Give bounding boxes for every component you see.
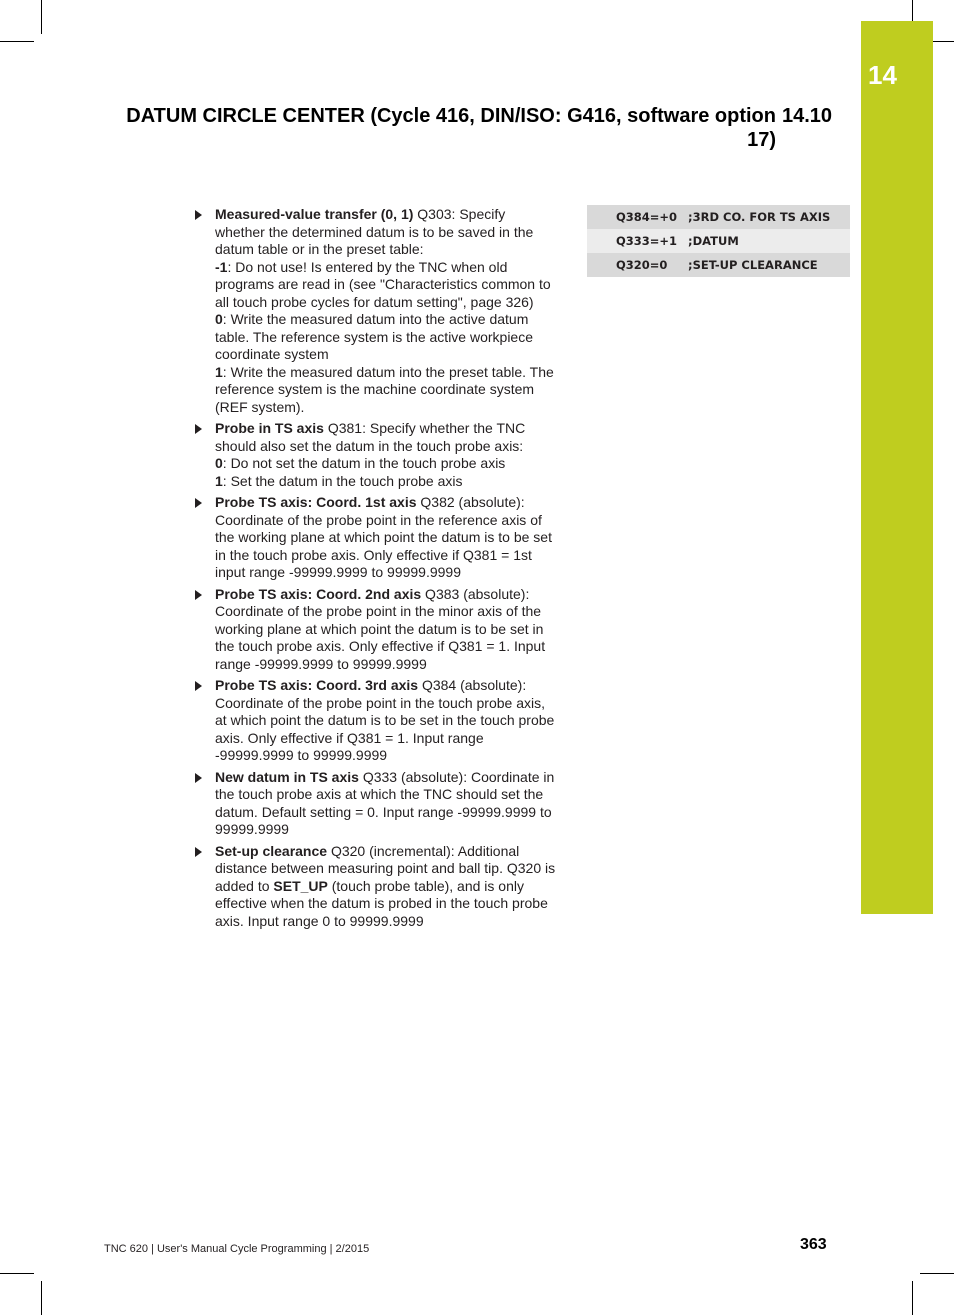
bullet-triangle-icon [195, 847, 202, 857]
bullet-triangle-icon [195, 210, 202, 220]
parameter-term: Set-up clearance [215, 842, 328, 859]
crop-mark [920, 1273, 954, 1274]
option-text: : Write the measured datum into the active datum table. The reference system is the active workpiece coordinate system [215, 311, 534, 362]
bullet-triangle-icon [195, 424, 202, 434]
parameter-option [215, 473, 557, 491]
option-key: -1 [215, 258, 228, 275]
running-header-line-1: DATUM CIRCLE CENTER (Cycle 416, DIN/ISO: G416, software option [126, 105, 776, 127]
bullet-triangle-icon [195, 498, 202, 508]
parameter-description: Q382 (absolute): Coordinate of the probe point in the reference axis of the working plane at which point the datum is to be set in the touch probe axis. Only effective if Q381 = 1st input range -99999.9999 to 99999.9999 [215, 494, 552, 580]
option-key: 0 [215, 455, 223, 471]
parameter-term: Probe in TS axis [215, 420, 324, 436]
code-row [587, 205, 850, 229]
crop-mark [41, 1281, 42, 1315]
code-comment: ;3RD CO. FOR TS AXIS [688, 210, 831, 224]
parameter-description: Q333 (absolute): Coordinate in the touch probe axis at which the TNC should set the datum. Default setting = 0. Input range -99999.9999 to 99999.9999 [215, 768, 555, 837]
parameter-option [215, 311, 557, 364]
parameter-item [195, 769, 557, 839]
parameter-item [195, 677, 557, 765]
parameter-term: New datum in TS axis [215, 768, 359, 785]
option-text: : Do not set the datum in the touch probe axis [222, 455, 506, 471]
option-key: 1 [215, 472, 223, 489]
code-comment: ;DATUM [688, 234, 739, 248]
running-header-line-2: 17) [747, 129, 776, 151]
nc-code-block [587, 205, 850, 277]
code-comment: ;SET-UP CLEARANCE [688, 258, 818, 272]
page-number: 363 [800, 1236, 827, 1253]
parameter-list [195, 206, 557, 934]
parameter-option [215, 364, 557, 417]
parameter-description: Q384 (absolute): Coordinate of the probe point in the touch probe axis, at which point the datum is to be set in the touch probe axis. Only effective if Q381 = 1. Input range -99999.9999 to 99999.9999 [215, 677, 555, 763]
parameter-term: Probe TS axis: Coord. 3rd axis [215, 677, 419, 693]
footer-text: TNC 620 | User's Manual Cycle Programming | 2/2015 [104, 1243, 370, 1255]
crop-mark [41, 0, 42, 34]
parameter-item [195, 420, 557, 490]
parameter-item [195, 843, 557, 931]
parameter-item [195, 206, 557, 416]
code-row [587, 253, 850, 277]
code-param: Q384=+0 [616, 210, 678, 224]
option-key: 0 [215, 311, 223, 327]
bullet-triangle-icon [195, 773, 202, 783]
parameter-term: Probe TS axis: Coord. 2nd axis [215, 585, 422, 602]
option-text: : Write the measured datum into the preset table. The reference system is the machine coordinate system (REF system). [215, 363, 554, 415]
option-text: : Set the datum in the touch probe axis [222, 472, 463, 489]
crop-mark [0, 1273, 34, 1274]
parameter-description: Q303: Specify whether the determined datum is to be saved in the datum table or in the preset table: [215, 206, 534, 257]
code-param: Q320=0 [616, 258, 668, 272]
section-number: 14.10 [782, 105, 833, 127]
code-param: Q333=+1 [616, 234, 678, 248]
code-row [587, 229, 850, 253]
bullet-triangle-icon [195, 590, 202, 600]
parameter-item [195, 586, 557, 674]
parameter-option [215, 259, 557, 312]
parameter-term: Measured-value transfer (0, 1) [215, 206, 414, 222]
crop-mark [0, 41, 34, 42]
bullet-triangle-icon [195, 681, 202, 691]
parameter-description: Q320 (incremental): Additional distance between measuring point and ball tip. Q320 is added to [215, 842, 556, 894]
parameter-option [215, 455, 557, 473]
parameter-item [195, 494, 557, 582]
chapter-tab [861, 21, 933, 914]
parameter-term: Probe TS axis: Coord. 1st axis [215, 494, 417, 510]
parameter-keyword: SET_UP [273, 877, 328, 894]
parameter-description: Q381: Specify whether the TNC should also set the datum in the touch probe axis: [215, 420, 526, 454]
crop-mark [912, 1281, 913, 1315]
running-header-title [112, 104, 776, 152]
option-key: 1 [215, 363, 223, 380]
chapter-number: 14 [868, 60, 897, 90]
parameter-description: (touch probe table), and is only effective when the datum is probed in the touch probe axis. Input range 0 to 99999.9999 [215, 877, 548, 929]
parameter-description: Q383 (absolute): Coordinate of the probe point in the minor axis of the working plane at which point the datum is to be set in the touch probe axis. Only effective if Q381 = 1. Input range -99999.9999 to 99999.9999 [215, 585, 546, 672]
option-text: : Do not use! Is entered by the TNC when old programs are read in (see "Characteristics common to all touch probe cycles for datum setting", page 326) [215, 258, 551, 310]
